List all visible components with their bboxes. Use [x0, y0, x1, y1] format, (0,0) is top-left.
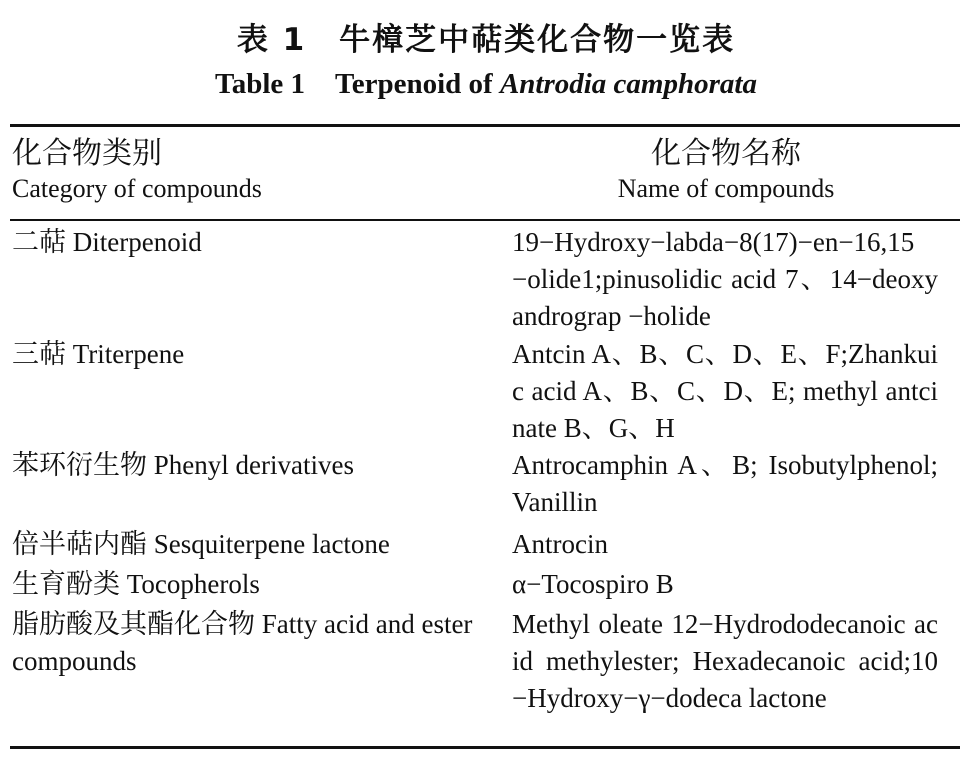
names-cell: Antrocamphin A、B; Isobutylphenol;Vanillin: [512, 450, 938, 517]
category-en: Triterpene: [72, 339, 185, 369]
top-rule: [10, 124, 960, 127]
table-number: Table 1: [215, 68, 306, 100]
header-rule: [10, 219, 960, 221]
header-category-en: Category of compounds: [12, 174, 262, 203]
category-cell: [12, 606, 492, 680]
category-cn: 二萜: [12, 227, 66, 258]
category-en: Fatty acid and ester compounds: [12, 609, 473, 676]
category-en: Sesquiterpene lactone: [153, 529, 390, 559]
header-category: [12, 136, 262, 206]
species-name: Antrodia camphorata: [499, 68, 757, 100]
names-cell: α−Tocospiro B: [512, 569, 674, 599]
category-cn: 苯环衍生物: [12, 450, 147, 481]
category-cn: 倍半萜内酯: [12, 529, 147, 560]
category-cell: [12, 336, 492, 373]
header-names: [512, 136, 940, 206]
table-title-text: Terpenoid of: [335, 68, 493, 100]
table-title-chinese: 表 1 牛樟芝中萜类化合物一览表: [236, 22, 736, 58]
names-cell: Antrocin: [512, 529, 608, 559]
header-category-cn: 化合物类别: [12, 136, 162, 171]
table-title-english: [0, 68, 972, 101]
category-en: Phenyl derivatives: [153, 450, 354, 480]
names-cell: Antcin A、B、C、D、E、F;Zhankuic acid A、B、C、D、E; methyl antcinate B、G、H: [512, 339, 938, 443]
header-names-cn: 化合物名称: [651, 136, 801, 171]
category-cn: 三萜: [12, 339, 66, 370]
bottom-rule: [10, 746, 960, 749]
category-cell: [12, 566, 492, 603]
header-names-en: Name of compounds: [617, 174, 835, 203]
category-cell: [12, 224, 492, 261]
category-cell: [12, 526, 492, 563]
category-cn: 脂肪酸及其酯化合物: [12, 609, 255, 640]
category-cn: 生育酚类: [12, 569, 120, 600]
category-en: Diterpenoid: [72, 227, 202, 257]
category-en: Tocopherols: [126, 569, 260, 599]
category-cell: [12, 447, 492, 484]
names-cell: 19−Hydroxy−labda−8(17)−en−16,15−olide1;pinusolidic acid 7、14−deoxyandrograp −holide: [512, 227, 938, 331]
names-cell: Methyl oleate 12−Hydrododecanoic acid methylester; Hexadecanoic acid;10−Hydroxy−γ−dodeca lactone: [512, 609, 938, 713]
